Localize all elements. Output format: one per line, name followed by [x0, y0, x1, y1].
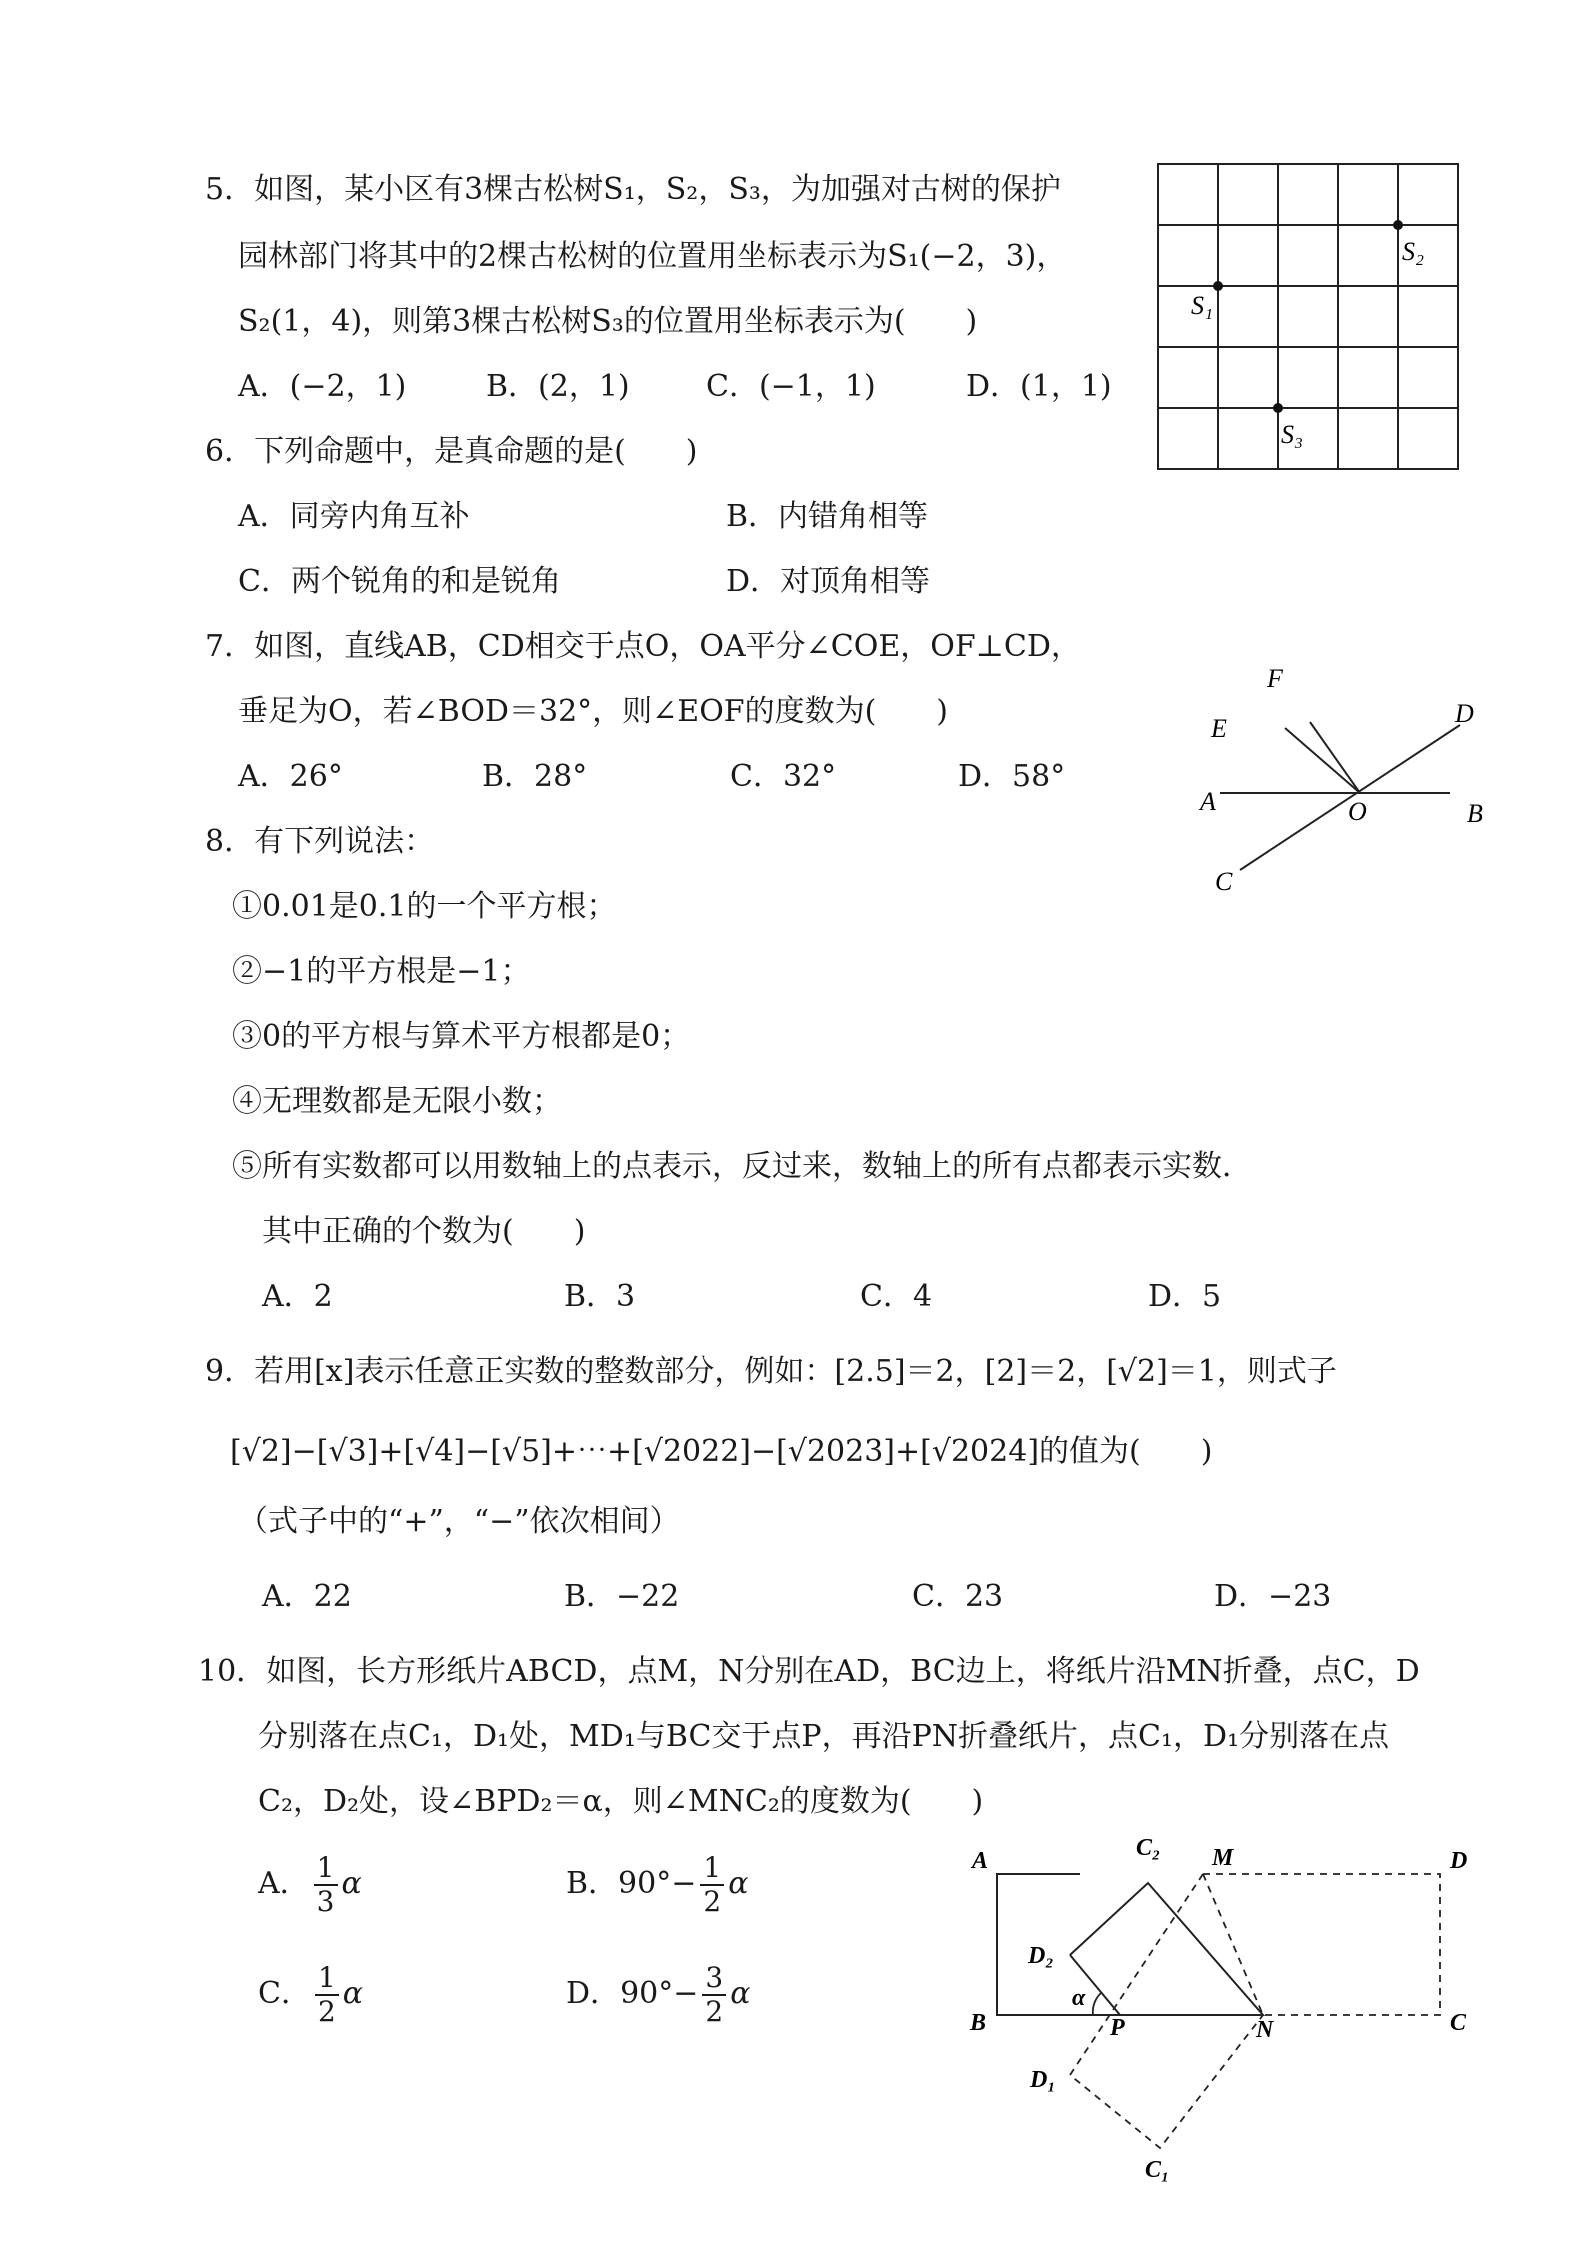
- label-d2: D₂: [1028, 1943, 1054, 1969]
- label-e: E: [1211, 714, 1227, 743]
- q6-option-b: B．内错角相等: [726, 499, 929, 534]
- q10-line2: 分别落在点C₁，D₁处，MD₁与BC交于点P，再沿PN折叠纸片，点C₁，D₁分别落在点: [258, 1719, 1390, 1754]
- q7-option-a: A．26°: [238, 759, 343, 794]
- q9-option-b: B．−22: [564, 1579, 680, 1614]
- q5-line1: 5．如图，某小区有3棵古松树S₁，S₂，S₃，为加强对古树的保护: [205, 172, 1061, 207]
- q7-option-c: C．32°: [730, 759, 837, 794]
- q10-option-a: A． $\frac{1}{3}$ α: [258, 1851, 362, 1918]
- q10-option-b: B．90°− $\frac{1}{2}$ α: [566, 1851, 749, 1918]
- q6-option-c: C．两个锐角的和是锐角: [238, 564, 561, 599]
- label-n: N: [1256, 2017, 1274, 2043]
- q5-option-b: B．(2，1): [486, 369, 630, 404]
- q10-option-c: C． $\frac{1}{2}$ α: [258, 1961, 364, 2028]
- q8-option-b: B．3: [564, 1279, 636, 1314]
- label-a: A: [1200, 787, 1216, 816]
- q7-option-d: D．58°: [958, 759, 1066, 794]
- label-d1: D₁: [1030, 2067, 1056, 2093]
- ray-of: [1285, 728, 1360, 793]
- s1-label: S₁: [1191, 291, 1214, 320]
- q9-option-a: A．22: [262, 1579, 352, 1614]
- q8-item-1: ①0.01是0.1的一个平方根；: [232, 889, 617, 924]
- q5-line3: S₂(1，4)，则第3棵古松树S₃的位置用坐标表示为( ): [238, 304, 978, 339]
- q10-line3: C₂，D₂处，设∠BPD₂＝α，则∠MNC₂的度数为( ): [258, 1784, 984, 1819]
- alpha-arc: [1093, 1993, 1101, 2015]
- label-c2: C₂: [1136, 1835, 1161, 1861]
- label-b: B: [970, 2010, 987, 2036]
- q5-option-c: C．(−1，1): [706, 369, 876, 404]
- q8-item-2: ②−1的平方根是−1；: [232, 954, 531, 989]
- q8-option-a: A．2: [262, 1279, 333, 1314]
- q7-line2: 垂足为O，若∠BOD＝32°，则∠EOF的度数为( ): [238, 694, 949, 729]
- q5-grid-figure: [1155, 160, 1465, 480]
- q10-line1: 10．如图，长方形纸片ABCD，点M，N分别在AD，BC边上，将纸片沿MN折叠，点C，D: [198, 1654, 1420, 1689]
- label-c1: C₁: [1145, 2157, 1170, 2183]
- q9-option-d: D．−23: [1214, 1579, 1332, 1614]
- q8-item-5: ⑤所有实数都可以用数轴上的点表示，反过来，数轴上的所有点都表示实数．: [232, 1149, 1252, 1184]
- q5-option-d: D．(1，1): [966, 369, 1112, 404]
- fraction: $\frac{1}{2}$: [700, 1852, 724, 1918]
- q9-option-c: C．23: [912, 1579, 1004, 1614]
- s3-label: S₃: [1281, 420, 1304, 449]
- q10-fold-figure: [960, 1835, 1480, 2195]
- fraction: $\frac{3}{2}$: [702, 1962, 726, 2028]
- q7-line1: 7．如图，直线AB，CD相交于点O，OA平分∠COE，OF⊥CD，: [205, 629, 1081, 664]
- q9-line1: 9．若用[x]表示任意正实数的整数部分，例如：[2.5]＝2，[2]＝2，[√2]＝1，则式子: [205, 1354, 1337, 1389]
- label-c: C: [1450, 2010, 1467, 2036]
- q10-option-d: D．90°− $\frac{3}{2}$ α: [566, 1961, 751, 2028]
- q6-option-d: D．对顶角相等: [726, 564, 931, 599]
- label-m: M: [1212, 1845, 1234, 1871]
- q5-line2: 园林部门将其中的2棵古松树的位置用坐标表示为S₁(−2，3)，: [238, 239, 1067, 274]
- q8-option-d: D．5: [1148, 1279, 1222, 1314]
- fraction: $\frac{1}{2}$: [315, 1962, 339, 2028]
- q8-question: 其中正确的个数为( ): [262, 1214, 586, 1249]
- label-d: D: [1450, 1848, 1468, 1874]
- fraction: $\frac{1}{3}$: [314, 1852, 338, 1918]
- label-b: B: [1467, 799, 1483, 828]
- unfold-d1c1: [1070, 1874, 1263, 2148]
- q8-item-3: ③0的平方根与算术平方根都是0；: [232, 1019, 691, 1054]
- q6-stem: 6．下列命题中，是真命题的是( ): [205, 434, 698, 469]
- label-o: O: [1348, 797, 1367, 826]
- fold-line-mn: [1203, 1874, 1263, 2015]
- q8-option-c: C．4: [860, 1279, 933, 1314]
- s1-point: [1213, 281, 1223, 291]
- s2-label: S₂: [1402, 237, 1425, 266]
- ray-oe: [1310, 722, 1360, 793]
- label-alpha: α: [1072, 1985, 1086, 2011]
- s2-point: [1393, 220, 1403, 230]
- q7-angle-figure: [1185, 650, 1495, 910]
- q8-stem: 8．有下列说法：: [205, 824, 435, 859]
- original-edge-adc: [1203, 1874, 1440, 2015]
- q9-line2: [√2]−[√3]+[√4]−[√5]+⋯+[√2022]−[√2023]+[√2024]的值为( ): [230, 1434, 1213, 1469]
- q6-option-a: A．同旁内角互补: [238, 499, 470, 534]
- label-c: C: [1215, 867, 1233, 896]
- label-p: P: [1110, 2015, 1125, 2041]
- q9-line3: （式子中的“+”，“−”依次相间）: [238, 1504, 680, 1539]
- label-d: D: [1455, 699, 1474, 728]
- label-f: F: [1267, 664, 1283, 693]
- q7-option-b: B．28°: [482, 759, 588, 794]
- q8-item-4: ④无理数都是无限小数；: [232, 1084, 562, 1119]
- q5-option-a: A．(−2，1): [238, 369, 407, 404]
- s3-point: [1273, 403, 1283, 413]
- label-a: A: [972, 1848, 989, 1874]
